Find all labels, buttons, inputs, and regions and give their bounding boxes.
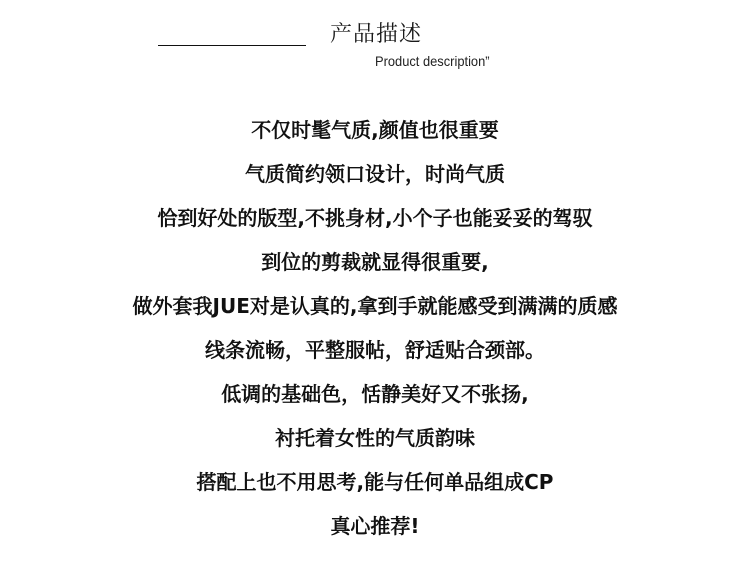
description-line: 做外套我JUE对是认真的,拿到手就能感受到满满的质感 [132, 294, 618, 318]
description-line: 线条流畅，平整服帖，舒适贴合颈部。 [205, 338, 545, 362]
section-header [0, 0, 750, 80]
description-line: 恰到好处的版型,不挑身材,小个子也能妥妥的驾驭 [157, 206, 593, 230]
description-line: 搭配上也不用思考,能与任何单品组成CP [196, 470, 554, 494]
description-line: 真心推荐! [330, 514, 420, 538]
section-subtitle: Product description” [375, 53, 490, 69]
description-line: 不仅时髦气质,颜值也很重要 [251, 118, 499, 142]
section-title: 产品描述 [330, 22, 423, 47]
description-line: 气质简约领口设计，时尚气质 [245, 162, 505, 186]
header-divider-line [158, 45, 306, 46]
description-line: 衬托着女性的气质韵味 [275, 426, 475, 450]
description-line: 到位的剪裁就显得很重要, [261, 250, 489, 274]
description-line: 低调的基础色，恬静美好又不张扬, [221, 382, 529, 406]
product-description-text [0, 115, 750, 555]
